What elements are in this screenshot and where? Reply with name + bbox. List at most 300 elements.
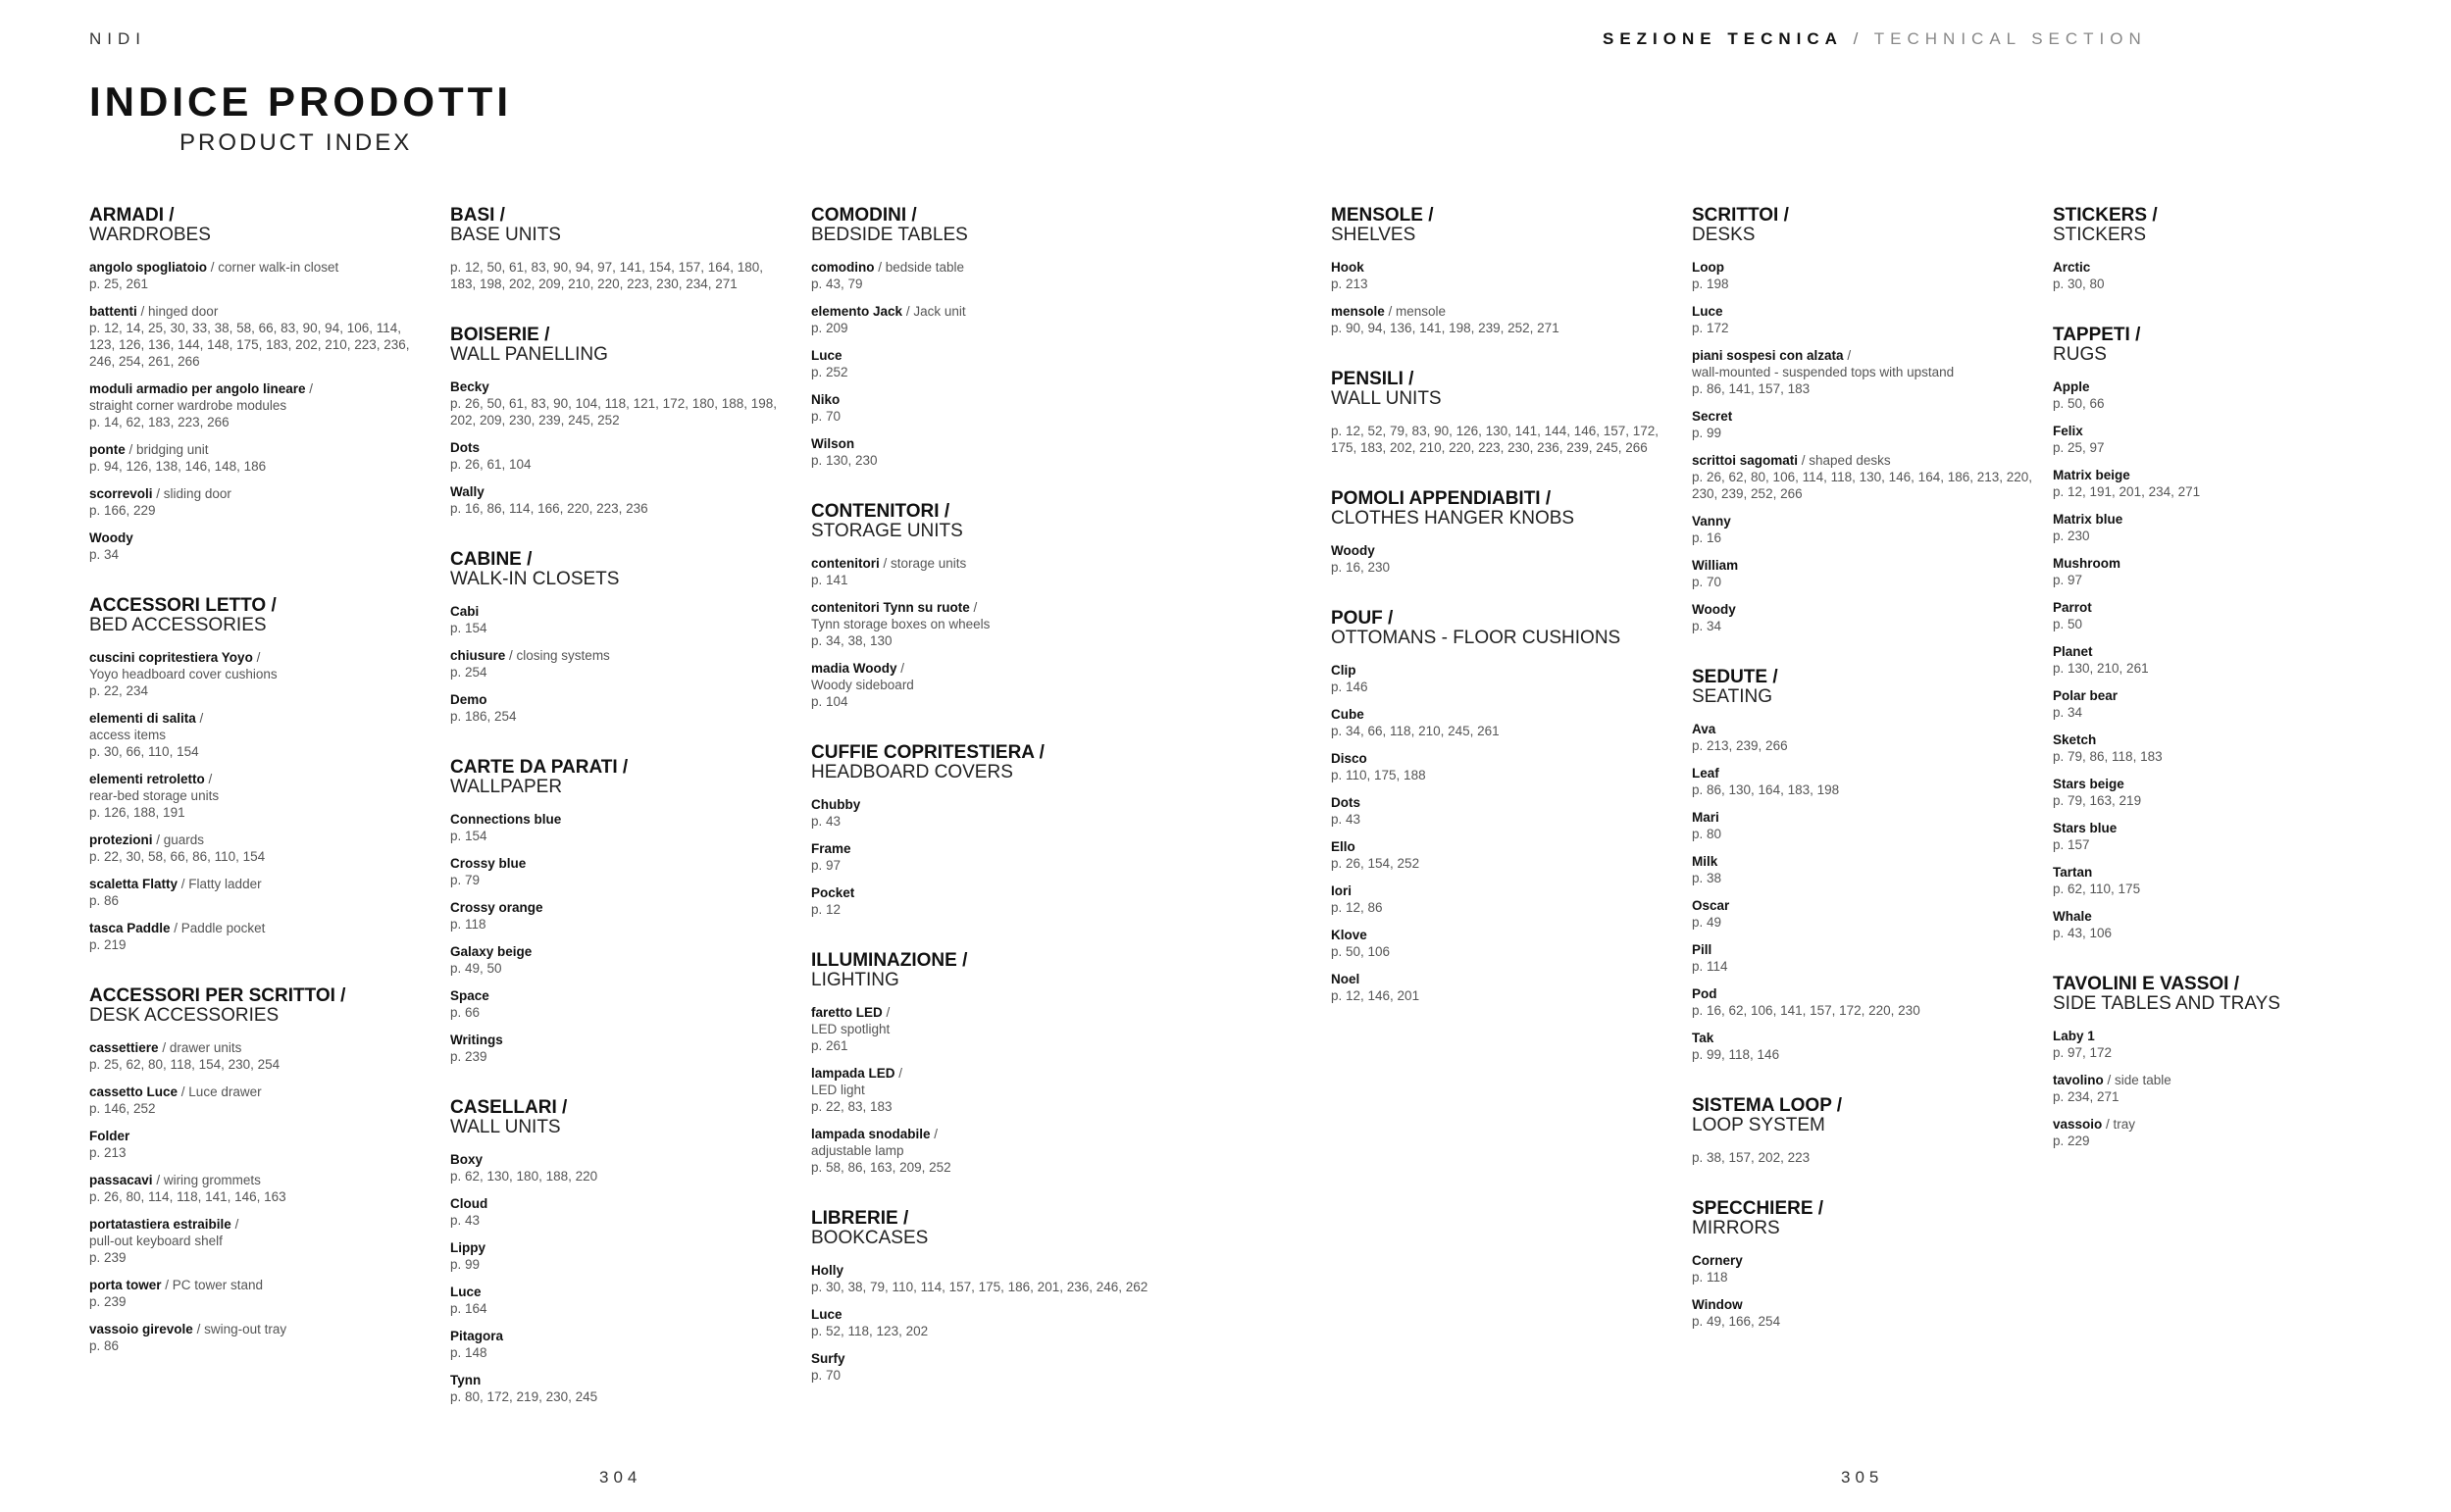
index-entry xyxy=(2053,687,2394,721)
index-entry xyxy=(1331,542,1672,576)
entry-name-line xyxy=(89,1084,431,1100)
entry-pages: p. 213, 239, 266 xyxy=(1692,738,1788,753)
entry-pages: p. 43 xyxy=(450,1213,481,1228)
index-section xyxy=(1692,1096,2033,1166)
entry-pages: p. 22, 234 xyxy=(89,683,149,698)
entry-pages: p. 38, 157, 202, 223 xyxy=(1692,1150,1811,1165)
entry-name-line xyxy=(811,884,1152,901)
entry-name-line xyxy=(811,555,1152,572)
entry-name-line xyxy=(2053,599,2394,616)
entry-name: Cloud xyxy=(450,1196,488,1211)
entry-name-line xyxy=(1331,259,1672,276)
entry-name-line xyxy=(450,439,791,456)
entry-translation: / bridging unit xyxy=(125,442,209,457)
entry-translation: / xyxy=(896,661,905,676)
entry-name: Cube xyxy=(1331,707,1364,722)
index-entry xyxy=(811,435,1152,469)
index-entry xyxy=(811,884,1152,918)
entry-pages: p. 104 xyxy=(811,694,848,709)
index-entry xyxy=(2053,643,2394,677)
entry-pages: p. 50 xyxy=(2053,617,2083,631)
entry-pages: p. 43, 106 xyxy=(2053,926,2113,940)
entry-name: Laby 1 xyxy=(2053,1029,2095,1043)
index-entry xyxy=(450,987,791,1021)
section-title-it: ACCESSORI LETTO / xyxy=(89,595,277,616)
entry-name: Pitagora xyxy=(450,1329,504,1343)
entry-pages: p. 186, 254 xyxy=(450,709,517,724)
entry-name-line xyxy=(2053,1028,2394,1044)
index-section xyxy=(450,550,791,725)
entry-pages: p. 16, 86, 114, 166, 220, 223, 236 xyxy=(450,501,648,516)
entry-name-line xyxy=(811,347,1152,364)
index-entry xyxy=(450,603,791,636)
entry-name: Secret xyxy=(1692,409,1733,424)
entry-pages: p. 97, 172 xyxy=(2053,1045,2113,1060)
entry-pages: p. 12, 52, 79, 83, 90, 126, 130, 141, 144, 146, 157, 172, 175, 183, 202, 210, 220, 223, 230, 236, 239, 245, 266 xyxy=(1331,424,1660,455)
entry-name-line xyxy=(89,1128,431,1144)
entry-pages: p. 12, 14, 25, 30, 33, 38, 58, 66, 83, 90, 94, 106, 114, 123, 126, 136, 144, 148, 175, 183, 202, 210, 223, 236, 246, 254, 261, 266 xyxy=(89,321,410,369)
entry-name: lampada LED xyxy=(811,1066,895,1081)
entry-name: Vanny xyxy=(1692,514,1731,529)
entry-name-line xyxy=(1331,971,1672,987)
entry-name-line xyxy=(811,1126,1152,1142)
index-entry xyxy=(89,1128,431,1161)
entry-pages: p. 26, 61, 104 xyxy=(450,457,532,472)
entry-name-line xyxy=(1331,794,1672,811)
index-entry xyxy=(1692,347,2033,397)
entry-name-line xyxy=(89,1321,431,1337)
entry-pages: p. 130, 210, 261 xyxy=(2053,661,2149,676)
entry-name-line xyxy=(1692,985,2033,1002)
section-title-en: HEADBOARD COVERS xyxy=(811,762,1013,782)
section-title xyxy=(1692,206,2033,245)
index-entry xyxy=(1692,601,2033,634)
section-title-en: SHELVES xyxy=(1331,225,1416,245)
entry-pages: p. 166, 229 xyxy=(89,503,156,518)
entry-name-line xyxy=(89,1216,431,1233)
section-title xyxy=(1331,370,1672,409)
section-title-en: WALLPAPER xyxy=(450,777,563,797)
index-entry xyxy=(811,555,1152,588)
entry-name: Planet xyxy=(2053,644,2093,659)
entry-name: Ello xyxy=(1331,839,1355,854)
entry-name-line xyxy=(1692,347,2033,364)
section-title-en: BEDSIDE TABLES xyxy=(811,225,968,245)
entry-name: Frame xyxy=(811,841,851,856)
index-entry xyxy=(450,1284,791,1317)
entry-pages: p. 62, 130, 180, 188, 220 xyxy=(450,1169,598,1184)
entry-name: Hook xyxy=(1331,260,1364,275)
entry-name: Iori xyxy=(1331,883,1353,898)
index-section xyxy=(811,743,1152,918)
entry-name-line xyxy=(450,1151,791,1168)
index-entry xyxy=(2053,820,2394,853)
entry-name-line xyxy=(1692,259,2033,276)
index-entry xyxy=(1331,423,1672,456)
index-entry xyxy=(1331,662,1672,695)
index-entry xyxy=(1692,941,2033,975)
index-entry xyxy=(811,259,1152,292)
entry-pages: p. 86 xyxy=(89,893,120,908)
entry-name: battenti xyxy=(89,304,137,319)
entry-name: Milk xyxy=(1692,854,1718,869)
entry-translation: / hinged door xyxy=(136,304,219,319)
entry-name-line xyxy=(1331,303,1672,320)
section-title-it: CASELLARI / xyxy=(450,1097,568,1118)
entry-name: lampada snodabile xyxy=(811,1127,931,1141)
index-entry xyxy=(811,391,1152,425)
entry-name: Polar bear xyxy=(2053,688,2119,703)
index-entry xyxy=(811,840,1152,874)
entry-translation: / guards xyxy=(152,832,205,847)
index-entry xyxy=(2053,1072,2394,1105)
entry-pages: p. 80 xyxy=(1692,827,1722,841)
entry-name: ponte xyxy=(89,442,126,457)
entry-name-line xyxy=(811,435,1152,452)
entry-translation: / Jack unit xyxy=(902,304,966,319)
index-entry xyxy=(2053,423,2394,456)
index-entry xyxy=(1331,303,1672,336)
entry-name-line xyxy=(89,259,431,276)
entry-pages: p. 22, 30, 58, 66, 86, 110, 154 xyxy=(89,849,266,864)
entry-pages: p. 26, 50, 61, 83, 90, 104, 118, 121, 172, 180, 188, 198, 202, 209, 230, 239, 245, 252 xyxy=(450,396,778,428)
entry-name: moduli armadio per angolo lineare xyxy=(89,381,306,396)
entry-translation: / drawer units xyxy=(158,1040,242,1055)
entry-pages: p. 97 xyxy=(811,858,842,873)
index-entry xyxy=(1331,882,1672,916)
entry-pages: p. 58, 86, 163, 209, 252 xyxy=(811,1160,951,1175)
entry-name-line xyxy=(811,259,1152,276)
entry-name-line xyxy=(450,691,791,708)
entry-pages: p. 30, 38, 79, 110, 114, 157, 175, 186, 201, 236, 246, 262 xyxy=(811,1280,1149,1294)
entry-name: Demo xyxy=(450,692,487,707)
entry-name: Boxy xyxy=(450,1152,484,1167)
entry-name-line xyxy=(2053,1116,2394,1133)
entry-pages: p. 146 xyxy=(1331,680,1368,694)
section-title-en: SIDE TABLES AND TRAYS xyxy=(2053,993,2280,1014)
entry-name: Clip xyxy=(1331,663,1356,678)
entry-name: elementi di salita xyxy=(89,711,196,726)
entry-name: scaletta Flatty xyxy=(89,877,179,891)
entry-pages: p. 79, 86, 118, 183 xyxy=(2053,749,2163,764)
section-title xyxy=(89,206,431,245)
entry-pages: p. 49 xyxy=(1692,915,1722,930)
section-title xyxy=(1331,206,1672,245)
entry-name: Stars blue xyxy=(2053,821,2118,835)
entry-name: Surfy xyxy=(811,1351,845,1366)
entry-pages: p. 146, 252 xyxy=(89,1101,156,1116)
entry-translation-line: pull-out keyboard shelf xyxy=(89,1234,223,1248)
entry-name-line xyxy=(1692,765,2033,781)
index-column xyxy=(811,206,1152,1417)
index-entry xyxy=(1692,853,2033,886)
entry-name: Lippy xyxy=(450,1240,485,1255)
index-entry xyxy=(2053,908,2394,941)
entry-pages: p. 130, 230 xyxy=(811,453,878,468)
entry-name-line xyxy=(450,987,791,1004)
entry-name: vassoio girevole xyxy=(89,1322,193,1336)
entry-name: Matrix blue xyxy=(2053,512,2123,527)
index-entry xyxy=(1692,557,2033,590)
entry-name-line xyxy=(2053,1072,2394,1088)
index-column xyxy=(2053,206,2394,1183)
section-title xyxy=(450,550,791,589)
entry-name: Pod xyxy=(1692,986,1717,1001)
index-entry xyxy=(450,1239,791,1273)
entry-name: portatastiera estraibile xyxy=(89,1217,231,1232)
index-section xyxy=(811,1209,1152,1384)
entry-translation: / xyxy=(969,600,978,615)
section-title-it: COMODINI / xyxy=(811,205,917,226)
entry-name: Parrot xyxy=(2053,600,2092,615)
entry-name: madia Woody xyxy=(811,661,897,676)
index-entry xyxy=(1331,794,1672,828)
entry-translation-line: straight corner wardrobe modules xyxy=(89,398,287,413)
entry-name-line xyxy=(89,485,431,502)
entry-translation: / sliding door xyxy=(152,486,231,501)
entry-pages: p. 148 xyxy=(450,1345,487,1360)
entry-name-line xyxy=(1692,941,2033,958)
entry-name: Galaxy beige xyxy=(450,944,533,959)
entry-name: Becky xyxy=(450,379,489,394)
entry-name-line xyxy=(450,378,791,395)
entry-pages: p. 52, 118, 123, 202 xyxy=(811,1324,929,1338)
index-entry xyxy=(450,483,791,517)
section-title-it: LIBRERIE / xyxy=(811,1208,909,1229)
entry-name: Mushroom xyxy=(2053,556,2120,571)
entry-pages: p. 62, 110, 175 xyxy=(2053,882,2141,896)
section-title xyxy=(450,1098,791,1137)
index-entry xyxy=(1692,1030,2033,1063)
index-section xyxy=(2053,975,2394,1149)
section-title-it: ARMADI / xyxy=(89,205,175,226)
entry-pages: p. 219 xyxy=(89,937,127,952)
index-entry xyxy=(811,660,1152,710)
index-section xyxy=(1692,1199,2033,1330)
index-section xyxy=(1331,370,1672,456)
index-entry xyxy=(1331,706,1672,739)
entry-pages: p. 252 xyxy=(811,365,848,379)
entry-name-line xyxy=(2053,511,2394,528)
index-entry xyxy=(89,380,431,430)
section-header-sep: / xyxy=(1842,29,1874,48)
entry-pages: p. 25, 261 xyxy=(89,277,149,291)
entry-translation-line: wall-mounted - suspended tops with upstand xyxy=(1692,365,1955,379)
index-entry xyxy=(89,876,431,909)
index-section xyxy=(811,206,1152,469)
entry-name-line xyxy=(2053,820,2394,836)
entry-name-line xyxy=(450,943,791,960)
section-title xyxy=(1692,1199,2033,1238)
entry-name-line xyxy=(2053,467,2394,483)
entry-name: Stars beige xyxy=(2053,777,2124,791)
entry-pages: p. 38 xyxy=(1692,871,1722,885)
index-entry xyxy=(1692,408,2033,441)
section-title-en: BED ACCESSORIES xyxy=(89,615,267,635)
section-title xyxy=(811,951,1152,990)
index-entry xyxy=(1331,259,1672,292)
entry-name-line xyxy=(1692,809,2033,826)
index-entry xyxy=(89,1084,431,1117)
entry-name-line xyxy=(2053,908,2394,925)
entry-pages: p. 234, 271 xyxy=(2053,1089,2119,1104)
entry-name-line xyxy=(89,1172,431,1188)
index-section xyxy=(1331,489,1672,576)
section-title-it: CONTENITORI / xyxy=(811,501,950,522)
entry-pages: p. 79 xyxy=(450,873,481,887)
section-title-en: DESK ACCESSORIES xyxy=(89,1005,280,1026)
entry-pages: p. 70 xyxy=(1692,575,1722,589)
entry-name: Leaf xyxy=(1692,766,1719,781)
entry-name-line xyxy=(89,649,431,666)
index-section xyxy=(2053,326,2394,941)
entry-pages: p. 34 xyxy=(2053,705,2083,720)
entry-translation: / PC tower stand xyxy=(161,1278,264,1292)
entry-name-line xyxy=(89,832,431,848)
entry-name: tavolino xyxy=(2053,1073,2104,1087)
index-entry xyxy=(1692,765,2033,798)
entry-name-line xyxy=(1692,721,2033,737)
entry-name: contenitori xyxy=(811,556,880,571)
entry-translation-line: Tynn storage boxes on wheels xyxy=(811,617,991,631)
index-section xyxy=(450,206,791,292)
entry-pages: p. 49, 50 xyxy=(450,961,502,976)
index-entry xyxy=(811,1004,1152,1054)
entry-name: Felix xyxy=(2053,424,2083,438)
index-entry xyxy=(450,811,791,844)
entry-name: passacavi xyxy=(89,1173,153,1187)
entry-pages: p. 86, 141, 157, 183 xyxy=(1692,381,1811,396)
entry-pages: p. 114 xyxy=(1692,959,1728,974)
section-title xyxy=(89,596,431,635)
index-entry xyxy=(89,529,431,563)
entry-name-line xyxy=(1331,706,1672,723)
entry-name: Dots xyxy=(450,440,480,455)
entry-name: faretto LED xyxy=(811,1005,883,1020)
entry-name-line xyxy=(1331,927,1672,943)
section-title-en: MIRRORS xyxy=(1692,1218,1780,1238)
section-title-it: ACCESSORI PER SCRITTOI / xyxy=(89,985,346,1006)
index-section xyxy=(1692,668,2033,1063)
index-entry xyxy=(811,1126,1152,1176)
index-entry xyxy=(1692,809,2033,842)
index-entry xyxy=(89,920,431,953)
section-title xyxy=(89,986,431,1026)
entry-pages: p. 126, 188, 191 xyxy=(89,805,185,820)
entry-name: William xyxy=(1692,558,1739,573)
entry-translation: / xyxy=(204,772,213,786)
entry-pages: p. 16 xyxy=(1692,530,1722,545)
section-title xyxy=(450,758,791,797)
index-entry xyxy=(89,1172,431,1205)
entry-translation: / Luce drawer xyxy=(178,1084,262,1099)
index-entry xyxy=(811,1306,1152,1339)
entry-name: elementi retroletto xyxy=(89,772,205,786)
entry-name: Wilson xyxy=(811,436,855,451)
section-title-it: BASI / xyxy=(450,205,505,226)
index-section xyxy=(811,502,1152,710)
entry-name-line xyxy=(89,441,431,458)
section-title xyxy=(811,743,1152,782)
entry-pages: p. 97 xyxy=(2053,573,2083,587)
section-title-it: SEDUTE / xyxy=(1692,667,1778,687)
entry-name-line xyxy=(811,303,1152,320)
entry-name-line xyxy=(811,1065,1152,1082)
entry-translation-line: LED light xyxy=(811,1083,865,1097)
page-number-left: 304 xyxy=(599,1468,642,1487)
entry-pages: p. 239 xyxy=(450,1049,487,1064)
entry-name: Pill xyxy=(1692,942,1712,957)
entry-pages: p. 22, 83, 183 xyxy=(811,1099,893,1114)
entry-translation-line: access items xyxy=(89,728,167,742)
entry-pages: p. 26, 80, 114, 118, 141, 146, 163 xyxy=(89,1189,286,1204)
index-entry xyxy=(89,649,431,699)
section-title-en: STORAGE UNITS xyxy=(811,521,963,541)
entry-name-line xyxy=(450,603,791,620)
entry-name-line xyxy=(2053,687,2394,704)
entry-pages: p. 12, 191, 201, 234, 271 xyxy=(2053,484,2201,499)
section-title-it: CUFFIE COPRITESTIERA / xyxy=(811,742,1045,763)
entry-name-line xyxy=(2053,731,2394,748)
index-entry xyxy=(450,855,791,888)
index-entry xyxy=(450,943,791,977)
page-subtitle: PRODUCT INDEX xyxy=(179,129,413,156)
entry-name-line xyxy=(1692,1030,2033,1046)
entry-pages: p. 154 xyxy=(450,621,487,635)
index-entry xyxy=(811,796,1152,830)
entry-translation: / xyxy=(882,1005,891,1020)
entry-translation: / xyxy=(230,1217,239,1232)
entry-pages: p. 86, 130, 164, 183, 198 xyxy=(1692,782,1840,797)
entry-name-line xyxy=(2053,643,2394,660)
entry-pages: p. 239 xyxy=(89,1294,127,1309)
entry-pages: p. 118 xyxy=(450,917,486,932)
section-title xyxy=(2053,975,2394,1014)
entry-pages: p. 261 xyxy=(811,1038,848,1053)
entry-name-line xyxy=(2053,423,2394,439)
entry-pages: p. 12, 146, 201 xyxy=(1331,988,1420,1003)
entry-name: Crossy blue xyxy=(450,856,527,871)
entry-name: Luce xyxy=(811,348,843,363)
index-entry xyxy=(1331,927,1672,960)
entry-name-line xyxy=(2053,259,2394,276)
section-title-en: WALL PANELLING xyxy=(450,344,608,365)
index-entry xyxy=(1692,1252,2033,1285)
entry-pages: p. 99, 118, 146 xyxy=(1692,1047,1780,1062)
entry-translation: / shaped desks xyxy=(1798,453,1891,468)
section-title xyxy=(450,326,791,365)
entry-name-line xyxy=(811,1306,1152,1323)
index-entry xyxy=(2053,511,2394,544)
entry-translation: / xyxy=(252,650,261,665)
entry-name-line xyxy=(89,1039,431,1056)
entry-name: cassettiere xyxy=(89,1040,159,1055)
entry-pages: p. 30, 66, 110, 154 xyxy=(89,744,199,759)
entry-pages: p. 50, 66 xyxy=(2053,396,2105,411)
entry-translation: / corner walk-in closet xyxy=(207,260,339,275)
index-entry xyxy=(89,710,431,760)
entry-name: Disco xyxy=(1331,751,1367,766)
entry-translation: / xyxy=(930,1127,939,1141)
index-entry xyxy=(2053,1116,2394,1149)
index-entry xyxy=(2053,555,2394,588)
entry-pages: p. 164 xyxy=(450,1301,487,1316)
index-entry xyxy=(450,691,791,725)
entry-pages: p. 34 xyxy=(89,547,120,562)
entry-name-line xyxy=(811,391,1152,408)
entry-name: Matrix beige xyxy=(2053,468,2130,482)
entry-name-line xyxy=(1331,662,1672,679)
